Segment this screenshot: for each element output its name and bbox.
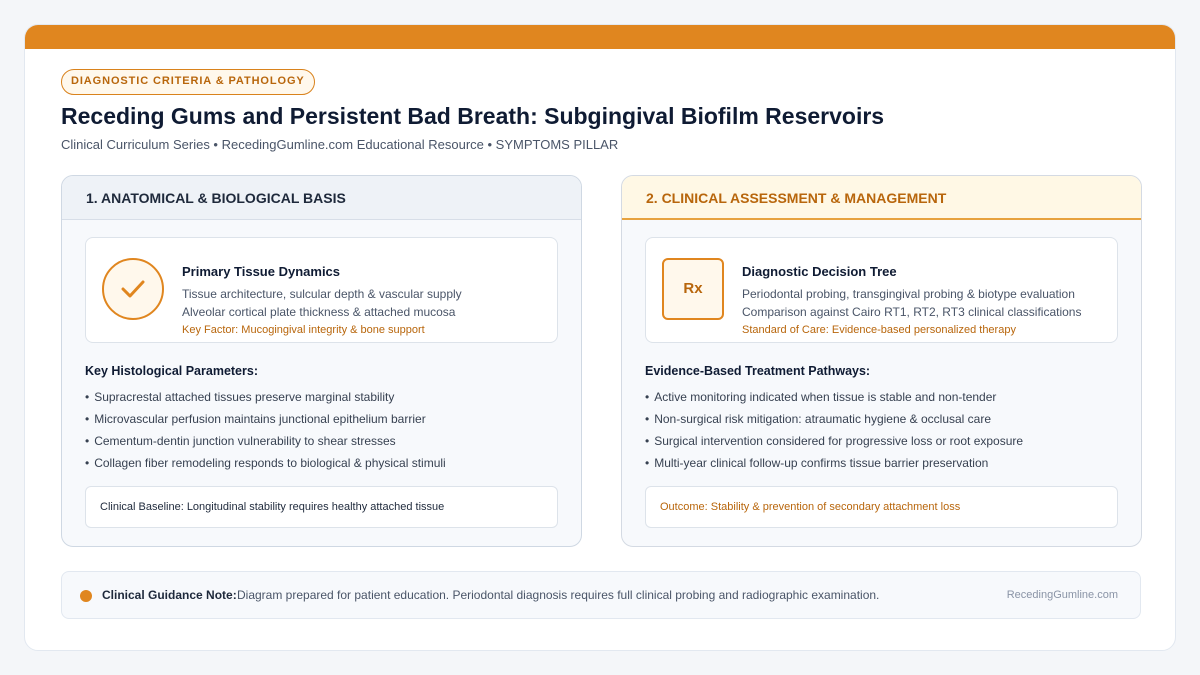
section-heading: Evidence-Based Treatment Pathways: — [645, 364, 871, 378]
list-item: • Collagen fiber remodeling responds to biological & physical stimuli — [85, 456, 446, 470]
main-card — [24, 24, 1176, 651]
anatomical-basis-panel — [61, 175, 582, 547]
box-line: Periodontal probing, transgingival probing & biotype evaluation — [742, 287, 1075, 301]
clinical-assessment-panel — [621, 175, 1142, 547]
checkmark-icon — [102, 258, 164, 320]
list-item: • Non-surgical risk mitigation: atraumatic hygiene & occlusal care — [645, 412, 992, 426]
box-title: Diagnostic Decision Tree — [742, 264, 897, 279]
box-line: Alveolar cortical plate thickness & attached mucosa — [182, 305, 456, 319]
standard-of-care: Standard of Care: Evidence-based personalized therapy — [742, 324, 1016, 336]
list-item: • Cementum-dentin junction vulnerability to shear stresses — [85, 434, 396, 448]
prescription-icon: Rx — [662, 258, 724, 320]
outcome: Outcome: Stability & prevention of secondary attachment loss — [645, 486, 1118, 528]
page-subtitle: Clinical Curriculum Series • RecedingGumline.com Educational Resource • SYMPTOMS PILLAR — [61, 137, 619, 152]
panel-header: 2. CLINICAL ASSESSMENT & MANAGEMENT — [622, 176, 1141, 220]
clinical-baseline: Clinical Baseline: Longitudinal stability requires healthy attached tissue — [85, 486, 558, 528]
box-title: Primary Tissue Dynamics — [182, 264, 341, 279]
list-item: • Supracrestal attached tissues preserve marginal stability — [85, 390, 395, 404]
panel-header: 1. ANATOMICAL & BIOLOGICAL BASIS — [62, 176, 581, 220]
note-dot-icon — [80, 590, 92, 602]
top-accent-bar — [25, 25, 1175, 49]
key-factor: Key Factor: Mucogingival integrity & bone support — [182, 324, 425, 336]
list-item: • Surgical intervention considered for progressive loss or root exposure — [645, 434, 1024, 448]
list-item: • Microvascular perfusion maintains junctional epithelium barrier — [85, 412, 426, 426]
section-heading: Key Histological Parameters: — [85, 364, 258, 378]
category-badge: DIAGNOSTIC CRITERIA & PATHOLOGY — [61, 69, 315, 95]
parameter-list — [85, 388, 446, 476]
note-label: Clinical Guidance Note: — [102, 588, 237, 602]
guidance-note — [61, 571, 1141, 619]
box-line: Comparison against Cairo RT1, RT2, RT3 clinical classifications — [742, 305, 1082, 319]
list-item: • Multi-year clinical follow-up confirms tissue barrier preservation — [645, 456, 989, 470]
treatment-list — [645, 388, 1023, 476]
page-title: Receding Gums and Persistent Bad Breath: Subgingival Biofilm Reservoirs — [61, 103, 885, 129]
list-item: • Active monitoring indicated when tissue is stable and non-tender — [645, 390, 997, 404]
note-text: Diagram prepared for patient education. Periodontal diagnosis requires full clinical probing and radiographic examination. — [237, 588, 880, 602]
box-line: Tissue architecture, sulcular depth & vascular supply — [182, 287, 462, 301]
tissue-dynamics-box — [85, 237, 558, 343]
brand-text: RecedingGumline.com — [1006, 589, 1118, 601]
decision-tree-box — [645, 237, 1118, 343]
